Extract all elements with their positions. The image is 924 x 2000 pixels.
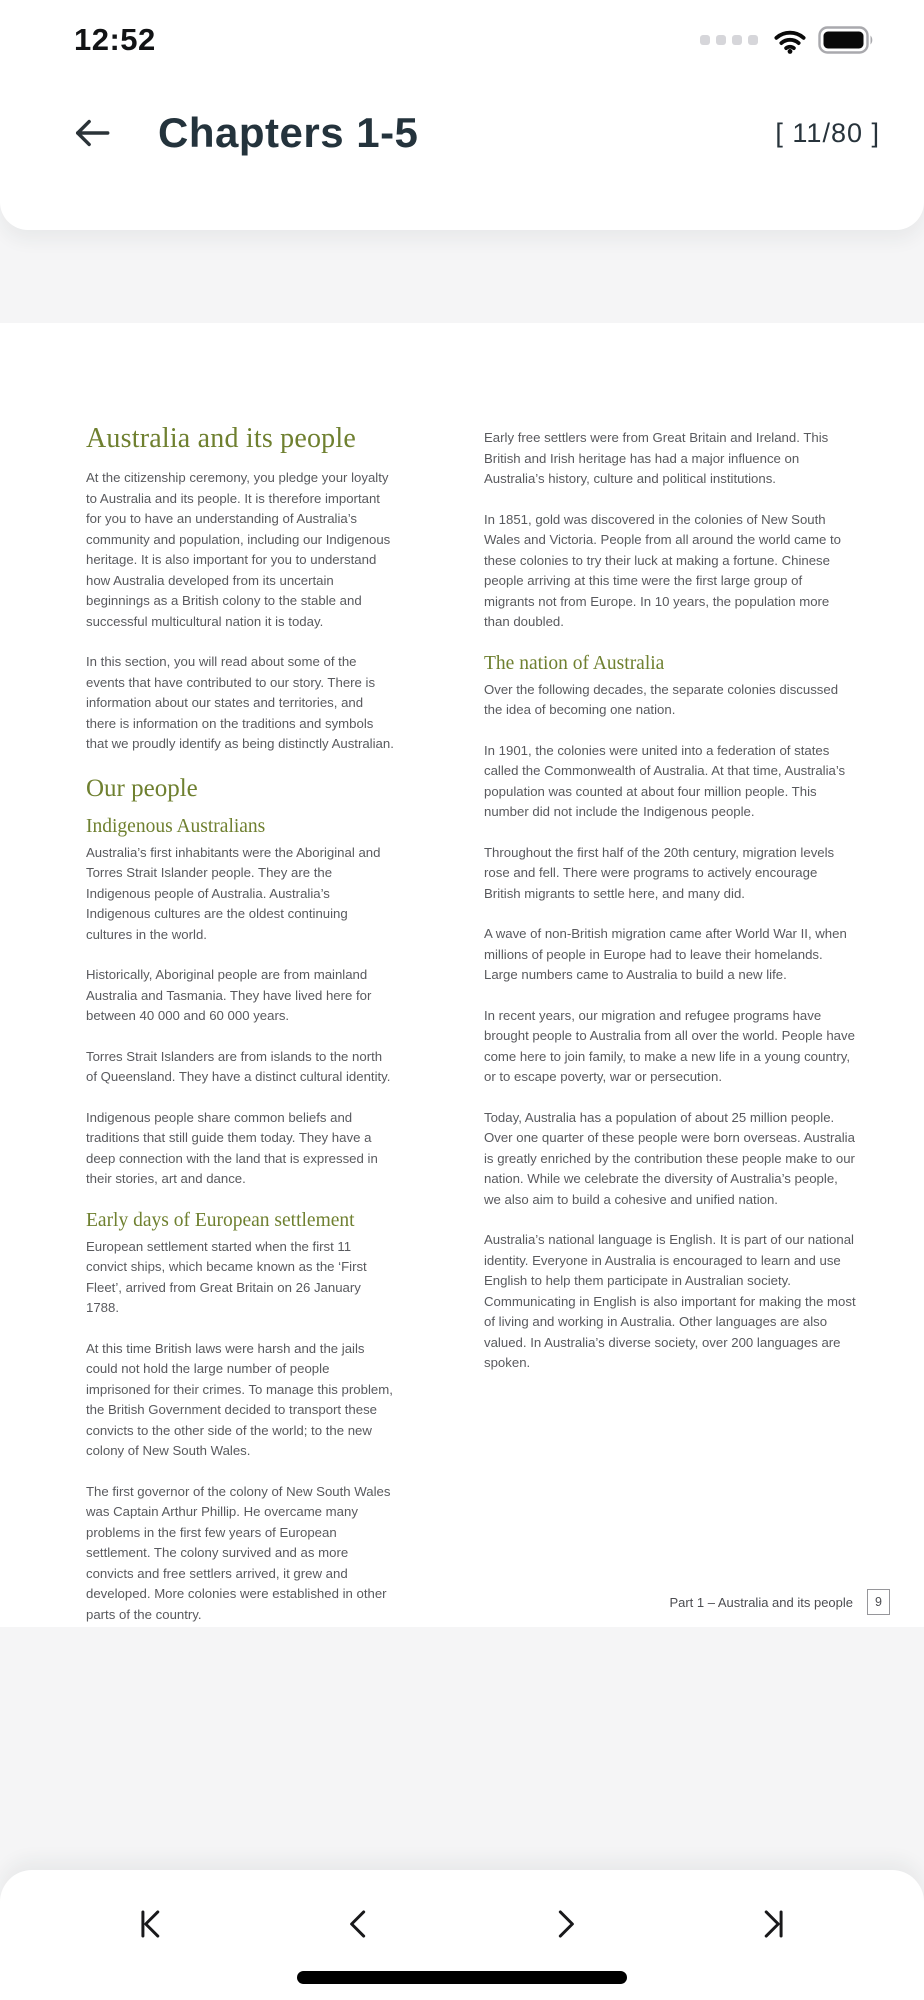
section-heading: Our people bbox=[86, 774, 198, 802]
page-counter: [ 11/80 ] bbox=[775, 117, 880, 148]
paragraph: In recent years, our migration and refugee programs have brought people to Australia from all over the world. People have come here to join family, to make a new life in a young country, or to escape poverty, war or persecution. bbox=[484, 1007, 855, 1084]
paragraph: In 1851, gold was discovered in the colonies of New South Wales and Victoria. People from all around the world came to these colonies to try their luck at making a fortune. Chinese people arriving at this time were the first large group of migrants not from Europe. In 10 years, the population more than doubled. bbox=[484, 511, 841, 629]
paragraph: Australia’s national language is English. It is part of our national identity. Everyone in Australia is encouraged to learn and use English to help them participate in Australian society. Communicating in English is also important for making the most of living and working in Australia. Other languages are also valued. In Australia’s diverse society, over 200 languages are spoken. bbox=[484, 1232, 856, 1370]
signal-dots-icon bbox=[700, 35, 758, 45]
doc-footer-label: Part 1 – Australia and its people bbox=[669, 1594, 853, 1610]
subsection-heading: Indigenous Australians bbox=[86, 815, 266, 837]
subsection-heading: The nation of Australia bbox=[484, 652, 665, 674]
back-button[interactable] bbox=[70, 111, 114, 155]
status-bar bbox=[74, 14, 876, 66]
paragraph: The first governor of the colony of New South Wales was Captain Arthur Phillip. He overcame many problems in the first few years of European settlement. The colony survived and as more convicts and free settlers arrived, it grew and developed. More colonies were established in other parts of the country. bbox=[86, 1483, 391, 1622]
paragraph: Torres Strait Islanders are from islands to the north of Queensland. They have a distinct cultural identity. bbox=[86, 1048, 391, 1084]
chevron-right-icon bbox=[549, 1907, 583, 1941]
previous-page-button[interactable] bbox=[340, 1906, 376, 1942]
first-page-button[interactable] bbox=[132, 1906, 168, 1942]
paragraph: Over the following decades, the separate colonies discussed the idea of becoming one nation. bbox=[484, 681, 839, 717]
last-page-icon bbox=[757, 1907, 791, 1941]
doc-title: Australia and its people bbox=[86, 423, 356, 454]
paragraph: Today, Australia has a population of about 25 million people. Over one quarter of these people were born overseas. Australia is greatly enriched by the contribution these people make to our nation. While we celebrate the diversity of Australia’s people, we also aim to build a cohesive and unified nation. bbox=[484, 1109, 855, 1207]
document-page[interactable] bbox=[0, 323, 924, 1627]
back-arrow-icon bbox=[72, 115, 112, 151]
home-indicator[interactable] bbox=[297, 1971, 627, 1984]
first-page-icon bbox=[133, 1907, 167, 1941]
next-page-button[interactable] bbox=[548, 1906, 584, 1942]
nav-row bbox=[0, 1906, 924, 1942]
paragraph: Historically, Aboriginal people are from mainland Australia and Tasmania. They have lived here for between 40 000 and 60 000 years. bbox=[86, 967, 372, 1023]
header-row bbox=[70, 98, 880, 168]
status-icons bbox=[700, 26, 876, 54]
bottom-nav-card bbox=[0, 1870, 924, 2000]
doc-page-number: 9 bbox=[867, 1589, 890, 1615]
header-card bbox=[0, 0, 924, 230]
paragraph: Early free settlers were from Great Britain and Ireland. This British and Irish heritage has had a major influence on Australia’s history, culture and political institutions. bbox=[484, 430, 829, 486]
page-title: Chapters 1-5 bbox=[158, 109, 419, 156]
paragraph: In 1901, the colonies were united into a federation of states called the Commonwealth of Australia. At that time, Australia’s population was counted at about four million people. This number did not include the Indigenous people. bbox=[484, 742, 846, 819]
left-column bbox=[86, 423, 394, 1627]
paragraph: At this time British laws were harsh and the jails could not hold the large number of people imprisoned for their crimes. To manage this problem, the British Government decided to transport these convicts to the other side of the world; to the new colony of New South Wales. bbox=[86, 1340, 393, 1458]
time-display: 12:52 bbox=[74, 22, 156, 57]
subsection-heading: Early days of European settlement bbox=[86, 1209, 355, 1231]
battery-icon bbox=[818, 26, 876, 54]
doc-footer bbox=[669, 1589, 890, 1615]
paragraph: Australia’s first inhabitants were the Aboriginal and Torres Strait Islander people. They are the Indigenous people of Australia. Australia’s Indigenous cultures are the oldest continuing cultures in the world. bbox=[86, 844, 381, 942]
last-page-button[interactable] bbox=[756, 1906, 792, 1942]
paragraph: European settlement started when the first 11 convict ships, which became known as the ‘First Fleet’, arrived from Great Britain on 26 January 1788. bbox=[86, 1238, 367, 1315]
chevron-left-icon bbox=[341, 1907, 375, 1941]
paragraph: Indigenous people share common beliefs and traditions that still guide them today. They have a deep connection with the land that is expressed in their stories, art and dance. bbox=[86, 1109, 378, 1186]
paragraph: At the citizenship ceremony, you pledge your loyalty to Australia and its people. It is therefore important for you to have an understanding of Australia’s community and population, including our Indigenous heritage. It is also important for you to understand how Australia developed from its uncertain beginnings as a British colony to the stable and successful multicultural nation it is today. bbox=[86, 470, 391, 629]
wifi-icon bbox=[773, 27, 807, 54]
right-column bbox=[484, 423, 856, 1627]
paragraph: In this section, you will read about some of the events that have contributed to our story. There is information about our states and territories, and there is information on the traditions and symbols that we proudly identify as being distinctly Australian. bbox=[86, 654, 394, 751]
paragraph: Throughout the first half of the 20th century, migration levels rose and fell. There were programs to actively encourage British migrants to settle here, and many did. bbox=[484, 844, 835, 901]
paragraph: A wave of non-British migration came after World War II, when millions of people in Europe had to leave their homelands. Large numbers came to Australia to build a new life. bbox=[484, 926, 847, 982]
